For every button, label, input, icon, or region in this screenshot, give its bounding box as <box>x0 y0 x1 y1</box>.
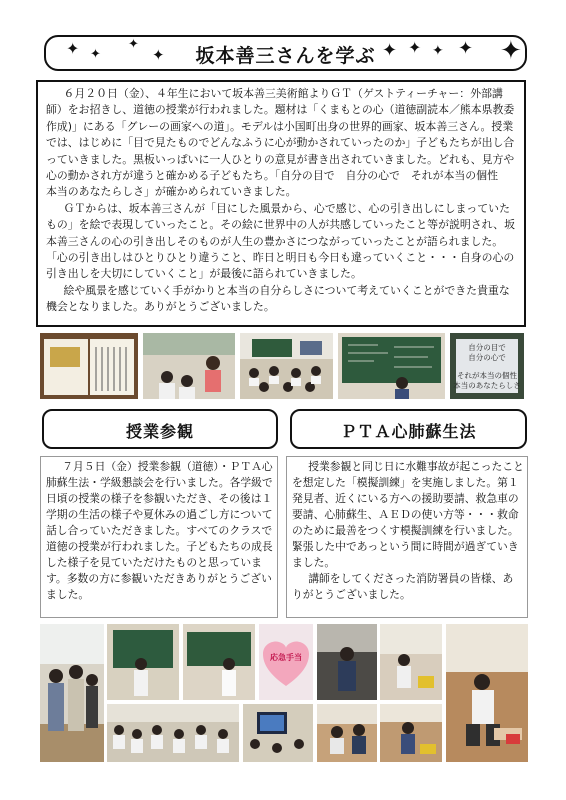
photo-aed-demo <box>380 624 442 700</box>
photo-hallway-parents <box>40 624 104 762</box>
sparkle-icon: ✦ <box>408 38 422 57</box>
board-line: 自分の心で <box>468 353 506 362</box>
section-title: 授業参観 <box>125 422 194 441</box>
sparkle-icon: ✦ <box>458 38 474 59</box>
article-paragraph: ６月２０日（金）、４年生において坂本善三美術館よりＧＴ（ゲストティーチャー：外部講師）をお招きし、道徳の授業が行われました。題材は「くまもとの心（道徳副読本／熊本県教委作成)」にある「グレーの画家への道」。モデルは小国町出身の世界的画家、坂本善三さん。授業では、はじめに「目で見たものでどんなふうに心が動かされていったのか」子どもたちが出し合っていきました。黒板いっぱいに一人ひとりの意見が書き出されていきました。どれも、見方や心の動かされ方が違うと確かめる子どもたち。「自分の目で 自分の心で それが本当の個性 本当のあなたらしさ」が確かめられていきました。 <box>46 87 515 199</box>
article-paragraph: ＧＴからは、坂本善三さんが「目にした風景から、心で感じ、心の引き出しにしまっていたもの」を絵で表現していったこと。その絵に世界中の人が共感していったこと等が説明され、坂本善三さんの心の引き出しそのものが人生の豊かさにつながっていったことが語られました。「心の引き出しはひとりひとり違うこと、昨日と明日も今日も違っていくこと・・・自身の心の引き出しを大切にしていくこと」が最後に語られていきました。 <box>46 201 515 281</box>
photo-teacher-board <box>107 624 179 700</box>
open-class-text <box>46 459 274 603</box>
article-paragraph: 絵や風景を感じていく手がかりと本当の自分らしさについて考えていくことができた貴重な機会となりました。ありがとうございました。 <box>46 283 510 314</box>
section-title: ＰＴＡ心肺蘇生法 <box>340 422 477 441</box>
photo-first-aid-sign <box>259 624 313 700</box>
photo-tv-class <box>243 704 313 762</box>
open-class-paragraph: ７月５日（金）授業参観（道徳）・ＰＴＡ心肺蘇生法・学級懇談会を行いました。各学級で日頃の授業の様子を参観いただき、その後は１学期の生活の様子や夏休みの過ごし方について話し合っていただきました。すべてのクラスで道徳の授業が行われました。子どもたちの成長した様子を見ていただけたものと思っています。多数の方に参観いただきありがとうございました。 <box>46 460 273 601</box>
cpr-text <box>292 459 524 603</box>
photo-instructor <box>317 624 377 700</box>
photo-cpr-group <box>317 704 377 762</box>
sparkle-icon: ✦ <box>432 43 444 59</box>
cpr-paragraph: 講師をしてくださった消防署員の皆様、ありがとうございました。 <box>292 572 514 601</box>
sparkle-icon: ✦ <box>128 37 139 52</box>
board-line: 本当のあなたらしさ <box>453 381 521 390</box>
sparkle-icon: ✦ <box>90 47 101 62</box>
section-header-cpr <box>290 409 527 449</box>
photo-cpr-practice <box>446 624 528 762</box>
photo-blackboard <box>338 333 445 399</box>
board-line: 自分の目で <box>468 343 506 352</box>
title-banner <box>44 35 527 71</box>
sparkle-icon: ✦ <box>382 40 398 61</box>
page-title: 坂本善三さんを学ぶ <box>195 45 376 67</box>
photo-aed-practice <box>380 704 442 762</box>
photo-teacher-lesson <box>183 624 255 700</box>
article-text <box>46 86 518 316</box>
section-header-open-class <box>42 409 278 449</box>
photo-teacher-class <box>143 333 235 399</box>
photo-textbook <box>40 333 138 399</box>
sparkle-icon: ✦ <box>500 36 522 66</box>
photo-classroom <box>240 333 333 399</box>
board-line: それが本当の個性 <box>457 371 517 380</box>
cpr-paragraph: 授業参観と同じ日に水難事故が起こったことを想定した「模擬訓練」を実施しました。第１発見者、近くにいる方への援助要請、救急車の要請、心肺蘇生、ＡＥＤの使い方等・・・救命のために最善をつくす模擬訓練を行いました。緊張した中であっという間に時間が過ぎていきました。 <box>292 460 524 569</box>
sparkle-icon: ✦ <box>152 46 165 64</box>
sign-text: 応急手当 <box>270 653 302 662</box>
article-box <box>36 80 526 327</box>
sparkle-icon: ✦ <box>66 39 80 58</box>
photo-board-words <box>450 333 524 399</box>
photo-students-parents <box>107 704 239 762</box>
